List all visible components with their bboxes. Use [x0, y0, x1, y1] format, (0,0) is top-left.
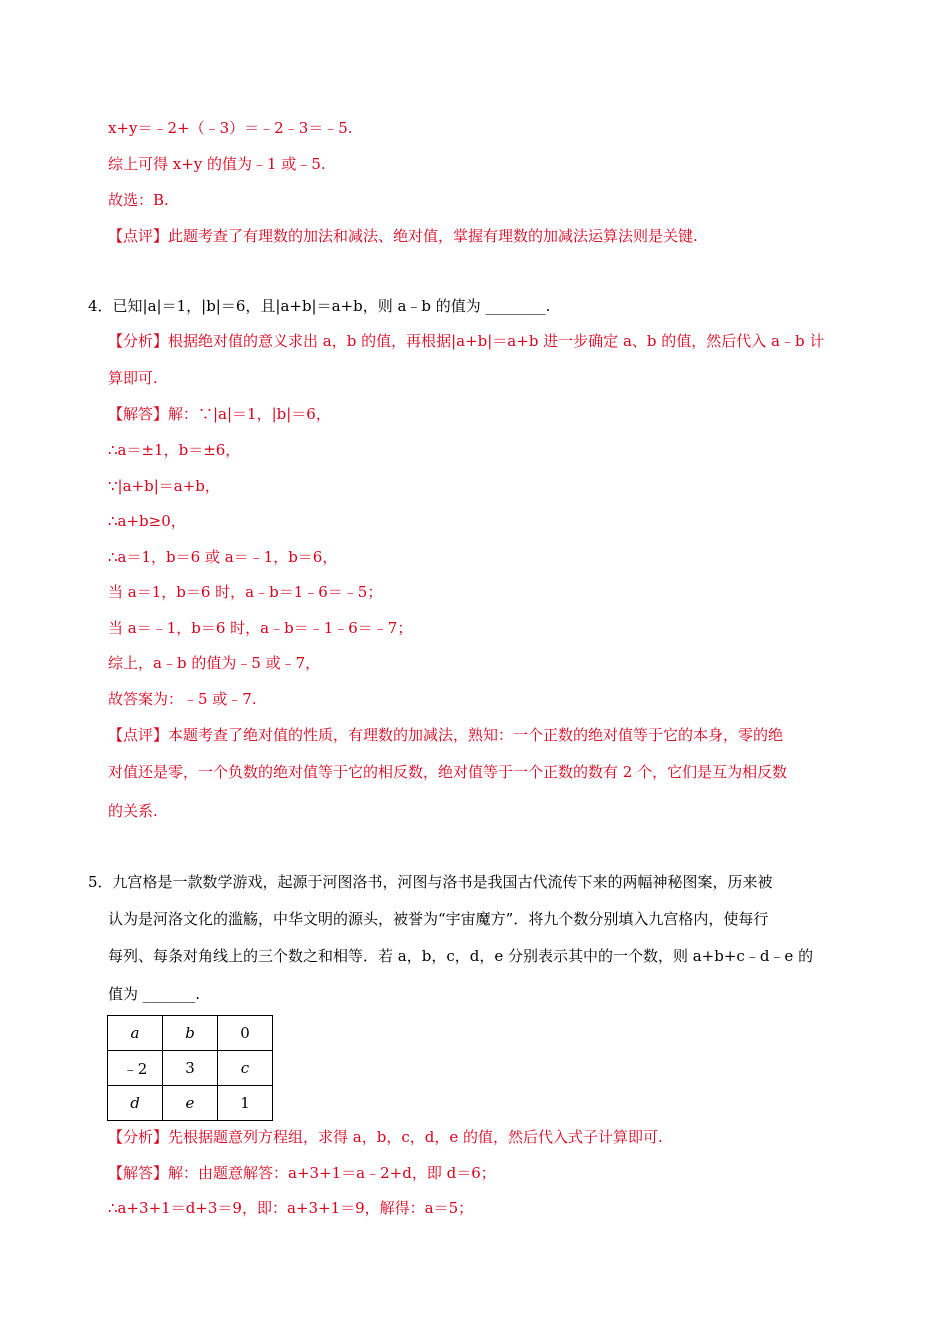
q3-line-2: 综上可得 x+y 的值为﹣1 或﹣5.: [108, 155, 326, 173]
grid-row: [108, 1086, 273, 1121]
q5-solution-1: 【解答】解：由题意解答：a+3+1＝a﹣2+d，即 d＝6；: [108, 1164, 496, 1182]
grid-cell: b: [163, 1016, 218, 1051]
nine-grid-table: [107, 1015, 273, 1121]
grid-cell: ﹣2: [108, 1051, 163, 1086]
q5-question-2: 认为是河洛文化的滥觞，中华文明的源头，被誉为“宇宙魔方”．将九个数分别填入九宫格内，使每行: [108, 910, 769, 928]
q4-solution-6: 当 a＝1，b＝6 时，a﹣b＝1﹣6＝﹣5；: [108, 583, 383, 601]
q4-solution-5: ∴a＝1，b＝6 或 a＝﹣1，b＝6，: [108, 548, 338, 566]
q4-solution-2: ∴a＝±1，b＝±6，: [108, 441, 241, 459]
grid-cell: 1: [218, 1086, 273, 1121]
q5-analysis: 【分析】先根据题意列方程组，求得 a，b，c，d，e 的值，然后代入式子计算即可.: [108, 1128, 663, 1146]
grid-cell: 0: [218, 1016, 273, 1051]
grid-cell: d: [108, 1086, 163, 1121]
q4-analysis-1: 【分析】根据绝对值的意义求出 a，b 的值，再根据|a+b|＝a+b 进一步确定 a、b 的值，然后代入 a﹣b 计: [108, 332, 825, 350]
q4-solution-4: ∴a+b≥0，: [108, 512, 186, 530]
q4-solution-9: 故答案为：﹣5 或﹣7.: [108, 690, 257, 708]
q3-line-1: x+y＝﹣2+（﹣3）＝﹣2﹣3＝﹣5.: [108, 119, 353, 137]
q5-question-1: 5．九宫格是一款数学游戏，起源于河图洛书，河图与洛书是我国古代流传下来的两幅神秘图案，历来被: [88, 873, 773, 891]
grid-row: [108, 1016, 273, 1051]
q5-solution-2: ∴a+3+1＝d+3＝9，即：a+3+1＝9，解得：a＝5；: [108, 1199, 474, 1217]
grid-cell: c: [218, 1051, 273, 1086]
q4-comment-1: 【点评】本题考查了绝对值的性质，有理数的加减法，熟知：一个正数的绝对值等于它的本身，零的绝: [108, 726, 784, 744]
grid-row: [108, 1051, 273, 1086]
q4-comment-3: 的关系.: [108, 802, 158, 820]
q5-question-4: 值为 _______.: [108, 985, 201, 1003]
q4-solution-1: 【解答】解：∵|a|＝1，|b|＝6，: [108, 405, 331, 423]
q4-solution-3: ∵|a+b|＝a+b，: [108, 477, 220, 495]
q4-analysis-2: 算即可.: [108, 369, 158, 387]
q3-comment: 【点评】此题考查了有理数的加法和减法、绝对值，掌握有理数的加减法运算法则是关键.: [108, 227, 698, 245]
q4-solution-7: 当 a＝﹣1，b＝6 时，a﹣b＝﹣1﹣6＝﹣7；: [108, 619, 413, 637]
q3-line-3: 故选：B.: [108, 191, 169, 209]
q4-question: 4．已知|a|＝1，|b|＝6，且|a+b|＝a+b，则 a﹣b 的值为 ________.: [88, 297, 551, 315]
grid-cell: 3: [163, 1051, 218, 1086]
q4-solution-8: 综上，a﹣b 的值为﹣5 或﹣7，: [108, 654, 321, 672]
q5-question-3: 每列、每条对角线上的三个数之和相等．若 a，b，c，d，e 分别表示其中的一个数，则 a+b+c﹣d﹣e 的: [108, 947, 814, 965]
grid-cell: a: [108, 1016, 163, 1051]
grid-cell: e: [163, 1086, 218, 1121]
q4-comment-2: 对值还是零，一个负数的绝对值等于它的相反数，绝对值等于一个正数的数有 2 个，它们是互为相反数: [108, 763, 788, 781]
